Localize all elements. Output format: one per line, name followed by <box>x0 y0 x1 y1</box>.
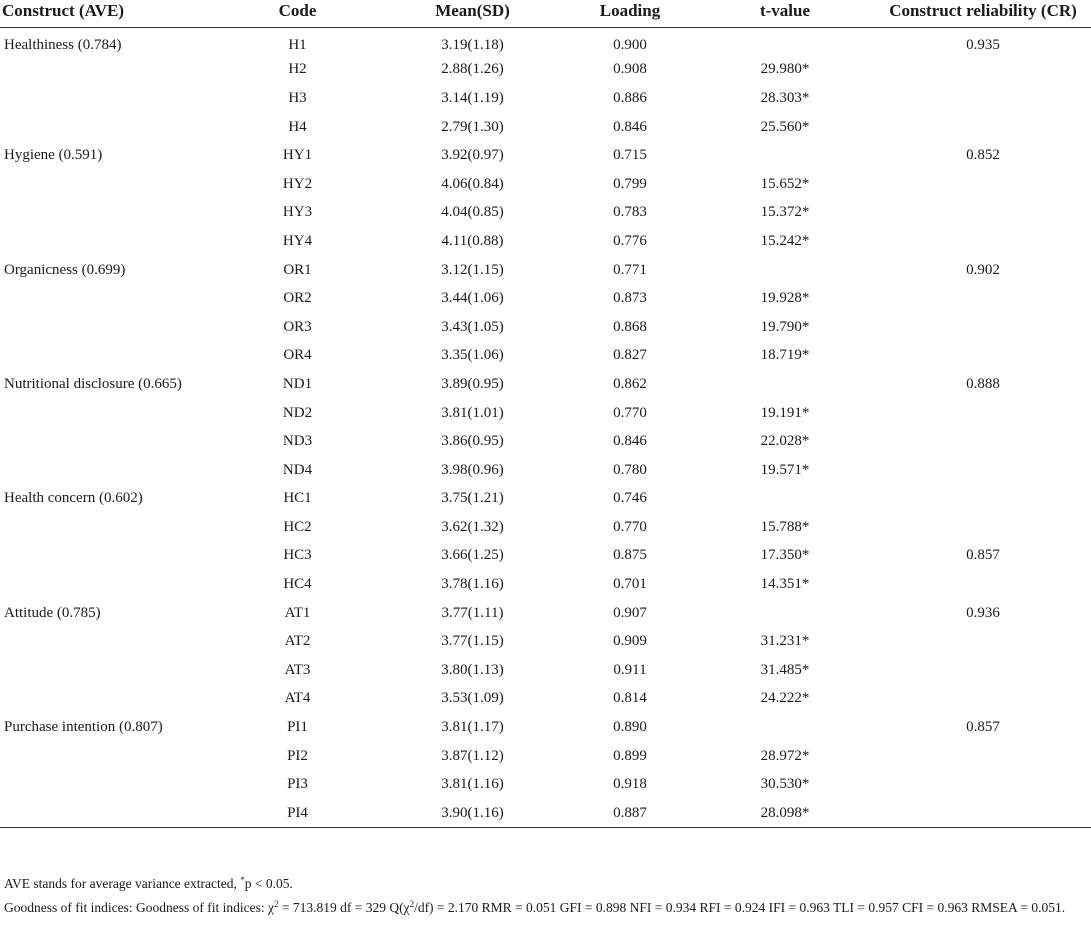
cell-construct <box>0 427 215 456</box>
cell-loading: 0.873 <box>613 290 647 307</box>
cell-code: ND4 <box>282 461 313 478</box>
cell-construct <box>0 742 215 771</box>
table-row <box>0 456 1091 485</box>
cell-t-value <box>695 141 875 170</box>
cell-construct <box>0 456 215 485</box>
cell-t-value: 19.790* <box>760 318 810 335</box>
cell-mean-sd: 2.79(1.30) <box>441 118 504 135</box>
cell-t-value <box>695 27 875 56</box>
cell-code: OR4 <box>283 347 312 364</box>
table-body <box>0 27 1091 828</box>
cell-mean-sd: 3.81(1.17) <box>441 719 504 736</box>
table-row <box>0 627 1091 656</box>
cell-mean-sd: 3.19(1.18) <box>441 37 504 54</box>
cell-loading: 0.846 <box>613 118 647 135</box>
fit-text-c: /df) = 2.170 RMR = 0.051 GFI = 0.898 NFI = 0.934 RFI = 0.924 IFI = 0.963 TLI = 0.957 CFI = 0.963 RMSEA = 0.051. <box>414 900 1066 915</box>
note-ave-star: * <box>240 875 245 885</box>
table-row <box>0 570 1091 599</box>
cell-loading: 0.890 <box>613 719 647 736</box>
cell-reliability <box>875 742 1091 771</box>
table-row <box>0 370 1091 399</box>
cell-construct <box>0 656 215 685</box>
cell-construct: Hygiene (0.591) <box>4 147 103 164</box>
cell-t-value: 28.098* <box>695 799 875 828</box>
cell-t-value: 24.222* <box>760 690 810 707</box>
cell-mean-sd: 3.43(1.05) <box>441 318 504 335</box>
cell-code: OR3 <box>283 318 312 335</box>
cell-t-value: 15.372* <box>760 204 810 221</box>
cell-reliability <box>875 56 1091 85</box>
cell-reliability: 0.888 <box>966 375 1000 392</box>
cell-t-value: 19.191* <box>760 404 810 421</box>
cell-t-value <box>695 485 875 514</box>
table-row <box>0 56 1091 85</box>
cell-reliability <box>875 313 1091 342</box>
cell-loading: 0.771 <box>613 261 647 278</box>
cell-code: H3 <box>288 89 307 106</box>
cell-loading: 0.701 <box>613 576 647 593</box>
table-row <box>0 313 1091 342</box>
cell-reliability <box>875 113 1091 142</box>
cell-reliability <box>875 199 1091 228</box>
cell-loading: 0.899 <box>613 747 647 764</box>
cell-t-value: 31.485* <box>760 661 810 678</box>
cell-construct <box>0 84 215 113</box>
cell-loading: 0.907 <box>613 604 647 621</box>
cell-loading: 0.868 <box>613 318 647 335</box>
note-ave-text: AVE stands for average variance extracted, <box>4 876 241 891</box>
cell-reliability: 0.935 <box>966 37 1000 54</box>
fit-text-a: Goodness of fit indices: Goodness of fit indices: χ <box>4 900 274 915</box>
cell-t-value: 17.350* <box>760 547 810 564</box>
table-row <box>0 713 1091 742</box>
cell-construct <box>0 770 215 799</box>
table-row <box>0 170 1091 199</box>
cell-loading: 0.814 <box>613 690 647 707</box>
cell-t-value: 29.980* <box>760 61 810 78</box>
cell-t-value: 19.571* <box>760 461 810 478</box>
cell-loading: 0.780 <box>613 461 647 478</box>
cell-t-value: 15.788* <box>760 518 810 535</box>
table-row <box>0 542 1091 571</box>
cell-code: HC3 <box>283 547 312 564</box>
note-fit-indices <box>4 894 1089 918</box>
cell-reliability: 0.852 <box>966 147 1000 164</box>
table-row <box>0 284 1091 313</box>
cell-mean-sd: 3.86(0.95) <box>441 433 504 450</box>
cell-reliability: 0.936 <box>966 604 1000 621</box>
cell-code: OR2 <box>283 290 312 307</box>
cell-construct <box>0 399 215 428</box>
cell-loading: 0.770 <box>613 404 647 421</box>
cell-t-value: 30.530* <box>760 776 810 793</box>
cell-t-value: 15.242* <box>760 232 810 249</box>
cell-reliability <box>875 427 1091 456</box>
fit-sup-2: 2 <box>409 899 415 909</box>
cell-code: AT2 <box>284 633 311 650</box>
cell-code: HY3 <box>282 204 313 221</box>
cell-t-value <box>695 599 875 628</box>
cell-t-value <box>695 256 875 285</box>
cell-loading: 0.770 <box>613 518 647 535</box>
cell-mean-sd: 4.06(0.84) <box>441 175 504 192</box>
fit-text-b: = 713.819 df = 329 Q(χ <box>278 900 410 915</box>
cell-code: H4 <box>288 118 307 135</box>
cell-code: PI2 <box>287 747 308 764</box>
cell-construct <box>0 113 215 142</box>
cell-loading: 0.900 <box>613 37 647 54</box>
cell-code: PI3 <box>287 776 308 793</box>
cell-mean-sd: 4.11(0.88) <box>441 232 504 249</box>
cell-reliability <box>875 284 1091 313</box>
cell-mean-sd: 3.77(1.11) <box>441 604 504 621</box>
cell-code: ND1 <box>282 375 313 392</box>
cell-reliability <box>875 170 1091 199</box>
cell-reliability <box>875 513 1091 542</box>
table-row <box>0 742 1091 771</box>
cell-t-value: 18.719* <box>760 347 810 364</box>
header-reliability: Construct reliability (CR) <box>875 0 1091 27</box>
cell-loading: 0.911 <box>613 661 647 678</box>
cell-loading: 0.715 <box>613 147 647 164</box>
cell-code: HC2 <box>283 518 312 535</box>
header-code: Code <box>215 0 380 27</box>
table-row <box>0 770 1091 799</box>
cell-t-value: 31.231* <box>760 633 810 650</box>
table-row <box>0 27 1091 56</box>
table-row <box>0 141 1091 170</box>
cell-t-value <box>695 713 875 742</box>
table-row <box>0 227 1091 256</box>
cell-code: HC1 <box>283 490 312 507</box>
cell-mean-sd: 3.89(0.95) <box>441 375 504 392</box>
cell-code: ND3 <box>282 433 313 450</box>
header-t-value: t-value <box>695 0 875 27</box>
fit-sup-1: 2 <box>273 899 279 909</box>
cell-mean-sd: 3.75(1.21) <box>441 490 504 507</box>
cell-mean-sd: 3.81(1.16) <box>441 776 504 793</box>
cell-t-value: 28.303* <box>760 89 810 106</box>
cell-reliability: 0.857 <box>966 719 1000 736</box>
table-row <box>0 256 1091 285</box>
cell-mean-sd: 3.78(1.16) <box>441 576 504 593</box>
cell-reliability <box>875 84 1091 113</box>
cell-code: AT1 <box>284 604 311 621</box>
table-row <box>0 485 1091 514</box>
cell-mean-sd: 3.81(1.01) <box>441 404 504 421</box>
cell-loading: 0.887 <box>565 799 695 828</box>
table-row <box>0 199 1091 228</box>
cell-reliability <box>875 656 1091 685</box>
cell-t-value: 22.028* <box>760 433 810 450</box>
cell-mean-sd: 3.12(1.15) <box>441 261 504 278</box>
cell-t-value: 28.972* <box>760 747 810 764</box>
header-construct: Construct (AVE) <box>0 0 215 27</box>
cell-loading: 0.862 <box>613 375 647 392</box>
cell-construct: Organicness (0.699) <box>4 261 126 278</box>
note-ave-significance: p < 0.05. <box>244 876 293 891</box>
cell-construct: Healthiness (0.784) <box>4 37 122 54</box>
cell-construct <box>0 570 215 599</box>
cell-loading: 0.875 <box>613 547 647 564</box>
cell-t-value <box>695 370 875 399</box>
cell-code: PI1 <box>287 719 308 736</box>
cell-loading: 0.908 <box>613 61 647 78</box>
cell-reliability <box>875 485 1091 514</box>
cell-reliability <box>875 227 1091 256</box>
cell-t-value: 15.652* <box>760 175 810 192</box>
cell-construct <box>0 56 215 85</box>
cell-loading: 0.799 <box>613 175 647 192</box>
cell-reliability <box>875 627 1091 656</box>
table-row <box>0 84 1091 113</box>
cell-mean-sd: 3.77(1.15) <box>441 633 504 650</box>
cell-construct <box>0 227 215 256</box>
cell-code: PI4 <box>215 799 380 828</box>
cell-t-value: 19.928* <box>760 290 810 307</box>
cell-mean-sd: 3.80(1.13) <box>441 661 504 678</box>
cell-loading: 0.918 <box>613 776 647 793</box>
table-row <box>0 399 1091 428</box>
cell-code: AT3 <box>284 661 311 678</box>
cell-code: OR1 <box>283 261 312 278</box>
cell-code: HY4 <box>282 232 313 249</box>
table-row <box>0 342 1091 371</box>
cell-code: H1 <box>288 37 307 54</box>
cell-code: ND2 <box>282 404 313 421</box>
cell-construct <box>0 513 215 542</box>
cell-mean-sd: 3.92(0.97) <box>441 147 504 164</box>
header-row <box>0 0 1091 27</box>
cell-reliability: 0.857 <box>966 547 1000 564</box>
cell-reliability <box>875 770 1091 799</box>
cell-loading: 0.776 <box>613 232 647 249</box>
header-mean: Mean(SD) <box>380 0 565 27</box>
cell-code: H2 <box>288 61 307 78</box>
cell-loading: 0.886 <box>613 89 647 106</box>
cell-mean-sd: 3.35(1.06) <box>441 347 504 364</box>
cell-code: HC4 <box>283 576 312 593</box>
cell-mean-sd: 3.62(1.32) <box>441 518 504 535</box>
cell-construct: Nutritional disclosure (0.665) <box>4 375 182 392</box>
cell-construct: Health concern (0.602) <box>4 490 143 507</box>
cell-loading: 0.909 <box>613 633 647 650</box>
cell-mean-sd: 3.90(1.16) <box>380 799 565 828</box>
table-row <box>0 513 1091 542</box>
cell-construct <box>0 685 215 714</box>
cell-construct <box>0 799 215 828</box>
table-row <box>0 113 1091 142</box>
cell-loading: 0.746 <box>613 490 647 507</box>
cell-construct <box>0 342 215 371</box>
cell-reliability <box>875 799 1091 828</box>
cell-mean-sd: 3.66(1.25) <box>441 547 504 564</box>
cell-code: HY1 <box>282 147 313 164</box>
cell-construct <box>0 627 215 656</box>
cell-reliability <box>875 399 1091 428</box>
table-row <box>0 656 1091 685</box>
table-row <box>0 599 1091 628</box>
cell-loading: 0.783 <box>613 204 647 221</box>
cell-code: HY2 <box>282 175 313 192</box>
cell-mean-sd: 4.04(0.85) <box>441 204 504 221</box>
cell-t-value: 14.351* <box>760 576 810 593</box>
cell-code: AT4 <box>284 690 311 707</box>
cell-construct <box>0 199 215 228</box>
table-row <box>0 427 1091 456</box>
table-row <box>0 799 1091 828</box>
table-notes <box>4 870 1089 918</box>
cell-construct <box>0 313 215 342</box>
cell-mean-sd: 2.88(1.26) <box>441 61 504 78</box>
cell-mean-sd: 3.98(0.96) <box>441 461 504 478</box>
table-header <box>0 0 1091 27</box>
cell-mean-sd: 3.14(1.19) <box>441 89 504 106</box>
cell-reliability: 0.902 <box>966 261 1000 278</box>
cell-reliability <box>875 570 1091 599</box>
cell-reliability <box>875 456 1091 485</box>
cell-construct <box>0 284 215 313</box>
cell-construct: Attitude (0.785) <box>4 604 101 621</box>
cell-loading: 0.846 <box>613 433 647 450</box>
cell-construct: Purchase intention (0.807) <box>4 719 163 736</box>
cell-mean-sd: 3.53(1.09) <box>441 690 504 707</box>
cell-t-value: 25.560* <box>760 118 810 135</box>
cell-mean-sd: 3.87(1.12) <box>441 747 504 764</box>
cell-construct <box>0 542 215 571</box>
cell-mean-sd: 3.44(1.06) <box>441 290 504 307</box>
cell-reliability <box>875 342 1091 371</box>
cell-reliability <box>875 685 1091 714</box>
table-row <box>0 685 1091 714</box>
note-ave <box>4 870 1089 894</box>
header-loading: Loading <box>565 0 695 27</box>
cell-loading: 0.827 <box>613 347 647 364</box>
cell-construct <box>0 170 215 199</box>
